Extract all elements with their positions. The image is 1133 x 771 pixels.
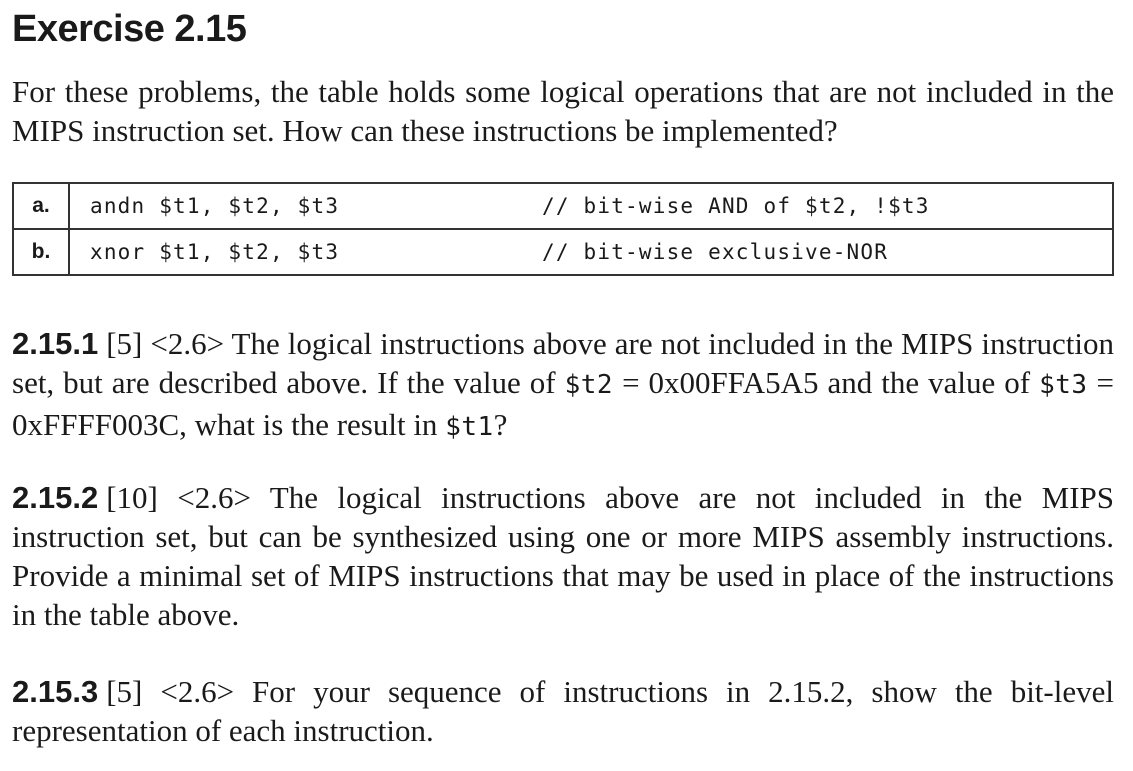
problem-number: 2.15.1 <box>12 326 99 361</box>
problem-text: [5] <2.6> The logical instructions above are not included in the MIPS instruction set, but are described above. If the value of <box>12 326 1114 400</box>
row-instruction: xnor $t1, $t2, $t3 <box>69 229 542 275</box>
register-name: $t3 <box>1039 370 1088 400</box>
row-comment: // bit-wise exclusive-NOR <box>542 229 1113 275</box>
row-label: a. <box>13 183 69 229</box>
table-row <box>13 229 1113 275</box>
problem-text: [5] <2.6> For your sequence of instructions in 2.15.2, show the bit-level representation of each instruction. <box>12 674 1114 748</box>
problem-text: [10] <2.6> The logical instructions above are not included in the MIPS instruction set, but can be synthesized using one or more MIPS assembly instructions. Provide a minimal set of MIPS instructions that may be used in place of the instructions in the table above. <box>12 480 1114 632</box>
logical-operations-table <box>12 182 1114 276</box>
problem-2-15-3 <box>12 672 1114 750</box>
exercise-title: Exercise 2.15 <box>12 8 247 50</box>
register-name: $t2 <box>564 370 614 400</box>
problem-number: 2.15.2 <box>12 480 99 515</box>
problem-2-15-2 <box>12 478 1114 634</box>
row-label: b. <box>13 229 69 275</box>
table-row <box>13 183 1113 229</box>
register-name: $t1 <box>445 412 494 442</box>
problem-2-15-1 <box>12 324 1114 447</box>
row-comment: // bit-wise AND of $t2, !$t3 <box>542 194 930 218</box>
exercise-intro: For these problems, the table holds some logical operations that are not included in the MIPS instruction set. How can these instructions be implemented? <box>12 74 1114 148</box>
problem-number: 2.15.3 <box>12 674 99 709</box>
problem-text: ? <box>493 407 508 442</box>
row-instruction: andn $t1, $t2, $t3 <box>90 194 340 218</box>
problem-text: = 0xFFFF003C, what is the result in <box>12 365 1115 442</box>
problem-text: = 0x00FFA5A5 and the value of <box>613 365 1040 400</box>
